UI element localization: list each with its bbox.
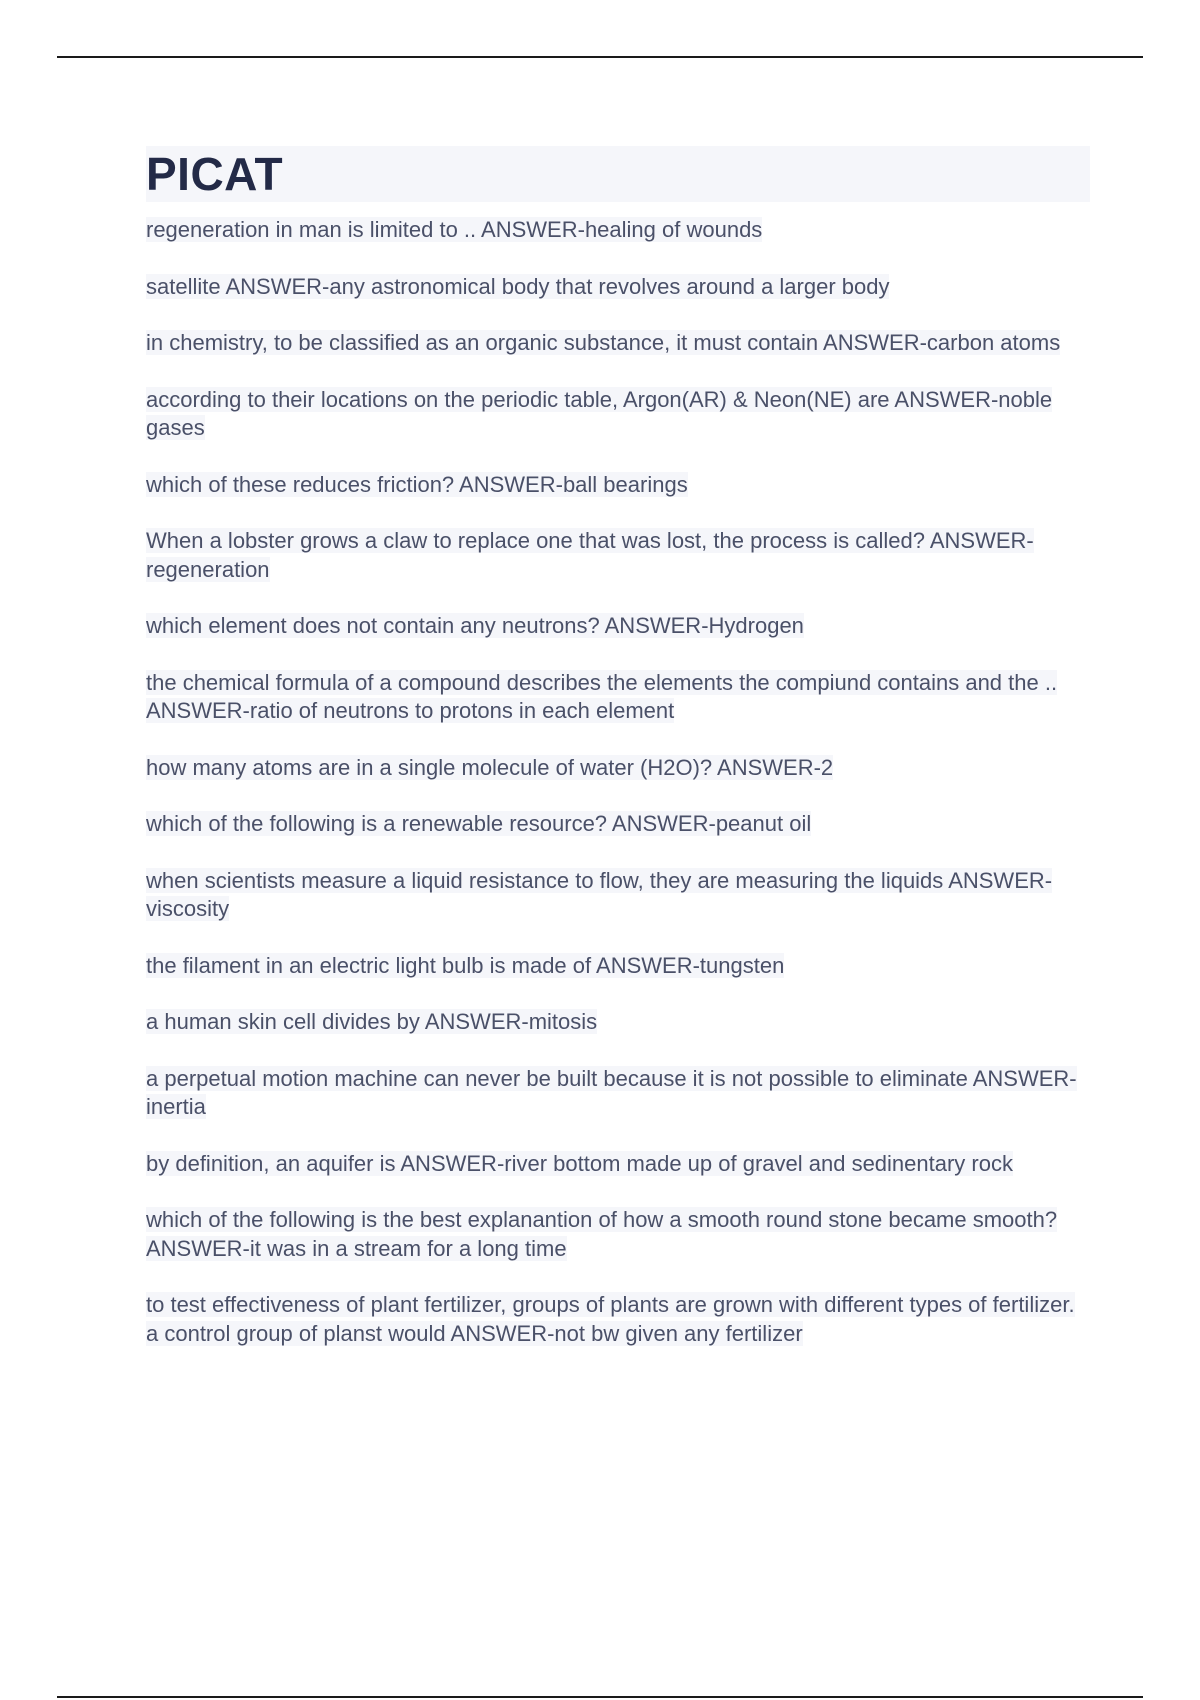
qa-text: in chemistry, to be classified as an organic substance, it must contain ANSWER-carbon atoms [146,330,1061,355]
qa-item [146,527,1090,584]
qa-item [146,329,1090,358]
qa-item [146,1291,1090,1348]
qa-text: according to their locations on the periodic table, Argon(AR) & Neon(NE) are ANSWER-noble gases [146,386,1053,440]
qa-text: to test effectiveness of plant fertilizer, groups of plants are grown with different types of fertilizer. a control group of planst would ANSWER-not bw given any fertilizer [146,1292,1075,1346]
qa-text: which of the following is a renewable resource? ANSWER-peanut oil [146,811,812,836]
qa-text: which of these reduces friction? ANSWER-ball bearings [146,471,688,497]
qa-text: a human skin cell divides by ANSWER-mitosis [146,1009,598,1034]
document-body [146,146,1090,1376]
qa-item [146,669,1090,726]
bottom-rule [57,1696,1143,1698]
qa-item [146,810,1090,839]
top-rule [57,56,1143,58]
qa-list [146,216,1090,1348]
qa-text: which of the following is the best explanantion of how a smooth round stone became smooth? ANSWER-it was in a stream for a long time [146,1207,1058,1261]
qa-text: which element does not contain any neutrons? ANSWER-Hydrogen [146,613,804,638]
qa-item [146,1206,1090,1263]
qa-text: a perpetual motion machine can never be built because it is not possible to eliminate ANSWER-inertia [146,1065,1077,1119]
qa-item [146,867,1090,924]
qa-text: when scientists measure a liquid resistance to flow, they are measuring the liquids ANSWER-viscosity [146,867,1053,921]
qa-text: When a lobster grows a claw to replace one that was lost, the process is called? ANSWER-regeneration [146,528,1034,582]
qa-item [146,386,1090,443]
qa-item [146,273,1090,302]
qa-item [146,754,1090,783]
qa-item [146,216,1090,245]
qa-item [146,1008,1090,1037]
qa-text: the chemical formula of a compound describes the elements the compiund contains and the .. ANSWER-ratio of neutrons to protons in each element [146,669,1058,723]
qa-item [146,952,1090,981]
title-banner [146,146,1090,202]
document-title: PICAT [146,148,284,200]
qa-text: the filament in an electric light bulb is made of ANSWER-tungsten [146,952,785,978]
qa-item [146,612,1090,641]
qa-text: by definition, an aquifer is ANSWER-river bottom made up of gravel and sedinentary rock [146,1150,1013,1176]
qa-item [146,1065,1090,1122]
qa-item [146,1150,1090,1179]
qa-text: regeneration in man is limited to .. ANSWER-healing of wounds [146,217,763,242]
qa-text: satellite ANSWER-any astronomical body that revolves around a larger body [146,273,890,299]
qa-text: how many atoms are in a single molecule of water (H2O)? ANSWER-2 [146,754,834,780]
qa-item [146,471,1090,500]
